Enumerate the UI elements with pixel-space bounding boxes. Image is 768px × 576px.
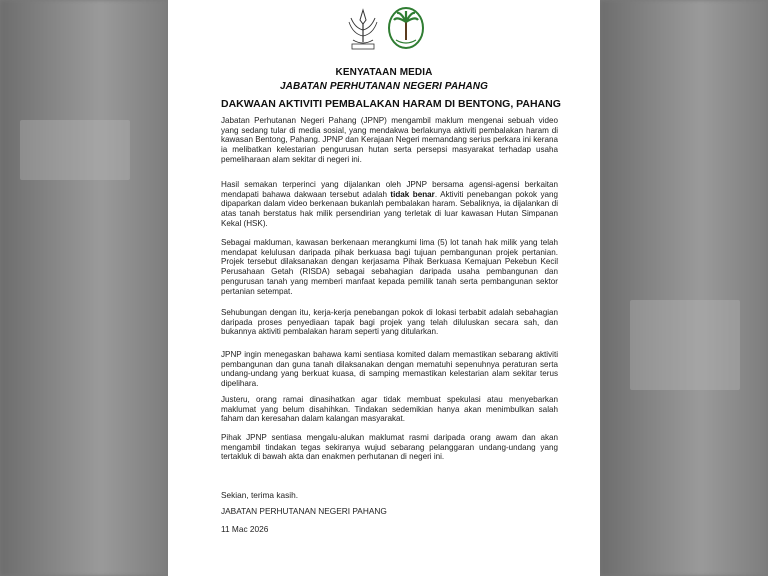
press-statement-page (168, 0, 600, 576)
blurred-background-left (0, 0, 168, 576)
state-crest-icon (345, 8, 381, 52)
blurred-background-right (600, 0, 768, 576)
paragraph-3: Sebagai makluman, kawasan berkenaan merangkumi lima (5) lot tanah hak milik yang telah mendapat kelulusan daripada pihak berkuasa bagi tujuan pembangunan projek pertanian. Projek tersebut dilaksanakan dengan kerjasama Pihak Berkuasa Kemajuan Pekebun Kecil Perusahaan Getah (RISDA) sebagai sebahagian daripada usaha pembangunan dan pengurusan tanah yang memberi manfaat kepada pemilik tanah serta pembangunan sektor pertanian setempat. (221, 238, 558, 296)
signatory: JABATAN PERHUTANAN NEGERI PAHANG (221, 506, 387, 516)
statement-date: 11 Mac 2026 (221, 524, 269, 534)
paragraph-6: Justeru, orang ramai dinasihatkan agar tidak membuat spekulasi atau menyebarkan maklumat yang belum disahihkan. Tindakan sedemikian hanya akan menimbulkan salah faham dan keresahan dalam kalangan masyarakat. (221, 395, 558, 424)
paragraph-4: Sehubungan dengan itu, kerja-kerja penebangan pokok di lokasi terbabit adalah sebahagian daripada proses penyediaan tapak bagi projek yang telah diluluskan secara sah, dan bukannya aktiviti pembalakan haram seperti yang ditularkan. (221, 308, 558, 337)
paragraph-5: JPNP ingin menegaskan bahawa kami sentiasa komited dalam memastikan sebarang aktiviti pembangunan dan guna tanah dilaksanakan dengan mematuhi sepenuhnya peraturan serta undang-undang yang berkuat kuasa, di samping memastikan kelestarian alam sekitar terus dipelihara. (221, 350, 558, 389)
background-blur-block (20, 120, 130, 180)
paragraph-2 (221, 180, 558, 229)
paragraph-2-text-a: Hasil semakan terperinci yang dijalankan oleh JPNP bersama agensi-agensi berkaitan mendapati bahawa dakwaan tersebut adalah (221, 180, 558, 199)
paragraph-1: Jabatan Perhutanan Negeri Pahang (JPNP) mengambil maklum mengenai sebuah video yang sedang tular di media sosial, yang mendakwa berlakunya aktiviti pembalakan haram di kawasan Bentong, Pahang. JPNP dan Kerajaan Negeri memandang serius perkara ini kerana ia melibatkan kelestarian pengurusan hutan serta persepsi masyarakat terhadap usaha pemeliharaan alam sekitar di negeri ini. (221, 116, 558, 164)
paragraph-2-emphasis: tidak benar (390, 189, 435, 199)
logo-row (168, 4, 600, 62)
statement-subject: DAKWAAN AKTIVITI PEMBALAKAN HARAM DI BENTONG, PAHANG (221, 98, 561, 110)
closing-line: Sekian, terima kasih. (221, 490, 299, 500)
department-heading: JABATAN PERHUTANAN NEGERI PAHANG (279, 81, 489, 92)
paragraph-7: Pihak JPNP sentiasa mengalu-alukan maklumat rasmi daripada orang awam dan akan mengambil tindakan tegas sekiranya wujud sebarang pelanggaran undang-undang yang tertakluk di bawah akta dan enakmen perhutanan di negeri ini. (221, 433, 558, 462)
background-blur-block (630, 300, 740, 390)
document-type-heading: KENYATAAN MEDIA (335, 67, 433, 78)
paragraph-2-text-b: . Aktiviti penebangan pokok yang dipaparkan dalam video berkenaan bukanlah pembalakan haram. Sebaliknya, ia dijalankan di atas tanah berstatus hak milik persendirian yang terletak di luar kawasan Hutan Simpanan Kekal (HSK). (221, 189, 559, 228)
forestry-department-logo-icon (387, 6, 425, 50)
